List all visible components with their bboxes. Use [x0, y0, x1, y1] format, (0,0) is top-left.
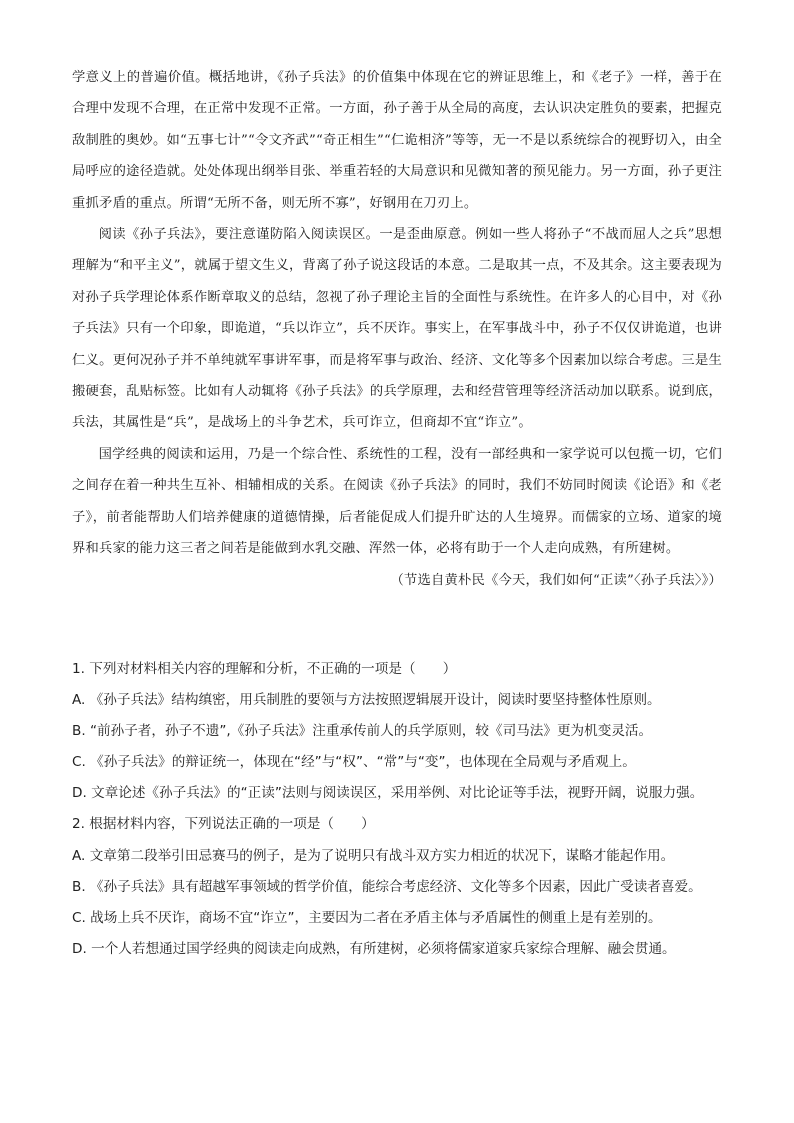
question-option: B. 《孙子兵法》具有超越军事领域的哲学价值，能综合考虑经济、文化等多个因素，因此广受读者喜爱。: [72, 878, 702, 895]
passage-paragraph-3: 国学经典的阅读和运用，乃是一个综合性、系统性的工程，没有一部经典和一家学说可以包揽一切，它们之间存在着一种共生互补、相辅相成的关系。在阅读《孙子兵法》的同时，我们不妨同时阅读《论语》和《老子》，前者能帮助人们培养健康的道德情操，后者能促成人们提升旷达的人生境界。而儒家的立场、道家的境界和兵家的能力这三者之间若是能做到水乳交融、浑然一体，必将有助于一个人走向成熟，有所建树。: [72, 446, 722, 557]
question-option: C. 战场上兵不厌诈，商场不宜“诈立”，主要因为二者在矛盾主体与矛盾属性的侧重上是有差别的。: [72, 909, 662, 926]
passage-paragraph-1: 学意义上的普遍价值。概括地讲，《孙子兵法》的价值集中体现在它的辨证思维上，和《老子》一样，善于在合理中发现不合理，在正常中发现不正常。一方面，孙子善于从全局的高度，去认识决定胜负的要素，把握克敌制胜的奥妙。如“五事七计”“令文齐武”“奇正相生”“仁诡相济”等等，无一不是以系统综合的视野切入，由全局呼应的途径造就。处处体现出纲举目张、举重若轻的大局意识和见微知著的预见能力。另一方面，孙子更注重抓矛盾的重点。所谓“无所不备，则无所不寡”，好钢用在刀刃上。: [72, 70, 722, 211]
question-option: D. 文章论述《孙子兵法》的“正读”法则与阅读误区，采用举例、对比论证等手法，视野开阔，说服力强。: [72, 785, 704, 802]
question-option: C. 《孙子兵法》的辩证统一，体现在“经”与“权”、“常”与“变”，也体现在全局观与矛盾观上。: [72, 754, 636, 771]
question-list: [72, 654, 724, 965]
passage-paragraph-2: 阅读《孙子兵法》，要注意谨防陷入阅读误区。一是歪曲原意。例如一些人将孙子“不战而屈人之兵”思想理解为“和平主义”，就属于望文生义，背离了孙子说这段话的本意。二是取其一点，不及其余。这主要表现为对孙子兵学理论体系作断章取义的总结，忽视了孙子理论主旨的全面性与系统性。在许多人的心目中，对《孙子兵法》只有一个印象，即诡道，“兵以诈立”，兵不厌诈。事实上，在军事战斗中，孙子不仅仅讲诡道，也讲仁义。更何况孙子并不单纯就军事讲军事，而是将军事与政治、经济、文化等多个因素加以综合考虑。三是生搬硬套，乱贴标签。比如有人动辄将《孙子兵法》的兵学原理，去和经营管理等经济活动加以联系。说到底，兵法，其属性是“兵”，是战场上的斗争艺术，兵可诈立，但商却不宜“诈立”。: [72, 227, 722, 431]
passage-source: （节选自黄朴民《今天，我们如何“正读”〈孙子兵法〉》）: [390, 572, 722, 588]
question-stem: 2. 根据材料内容，下列说法正确的一项是（ ）: [72, 816, 375, 833]
question-option: D. 一个人若想通过国学经典的阅读走向成熟，有所建树，必须将儒家道家兵家综合理解、融会贯通。: [72, 940, 676, 957]
question-1: [72, 654, 724, 809]
question-option: A. 《孙子兵法》结构缜密，用兵制胜的要领与方法按照逻辑展开设计，阅读时要坚持整体性原则。: [72, 692, 661, 709]
question-option: A. 文章第二段举引田忌赛马的例子，是为了说明只有战斗双方实力相近的状况下，谋略才能起作用。: [72, 847, 675, 864]
question-stem: 1. 下列对材料相关内容的理解和分析，不正确的一项是（ ）: [72, 661, 457, 677]
question-2: [72, 809, 724, 964]
question-option: B. “前孙子者，孙子不遗”,《孙子兵法》注重承传前人的兵学原则，较《司马法》更为机变灵活。: [72, 723, 653, 740]
reading-passage: [72, 62, 722, 596]
